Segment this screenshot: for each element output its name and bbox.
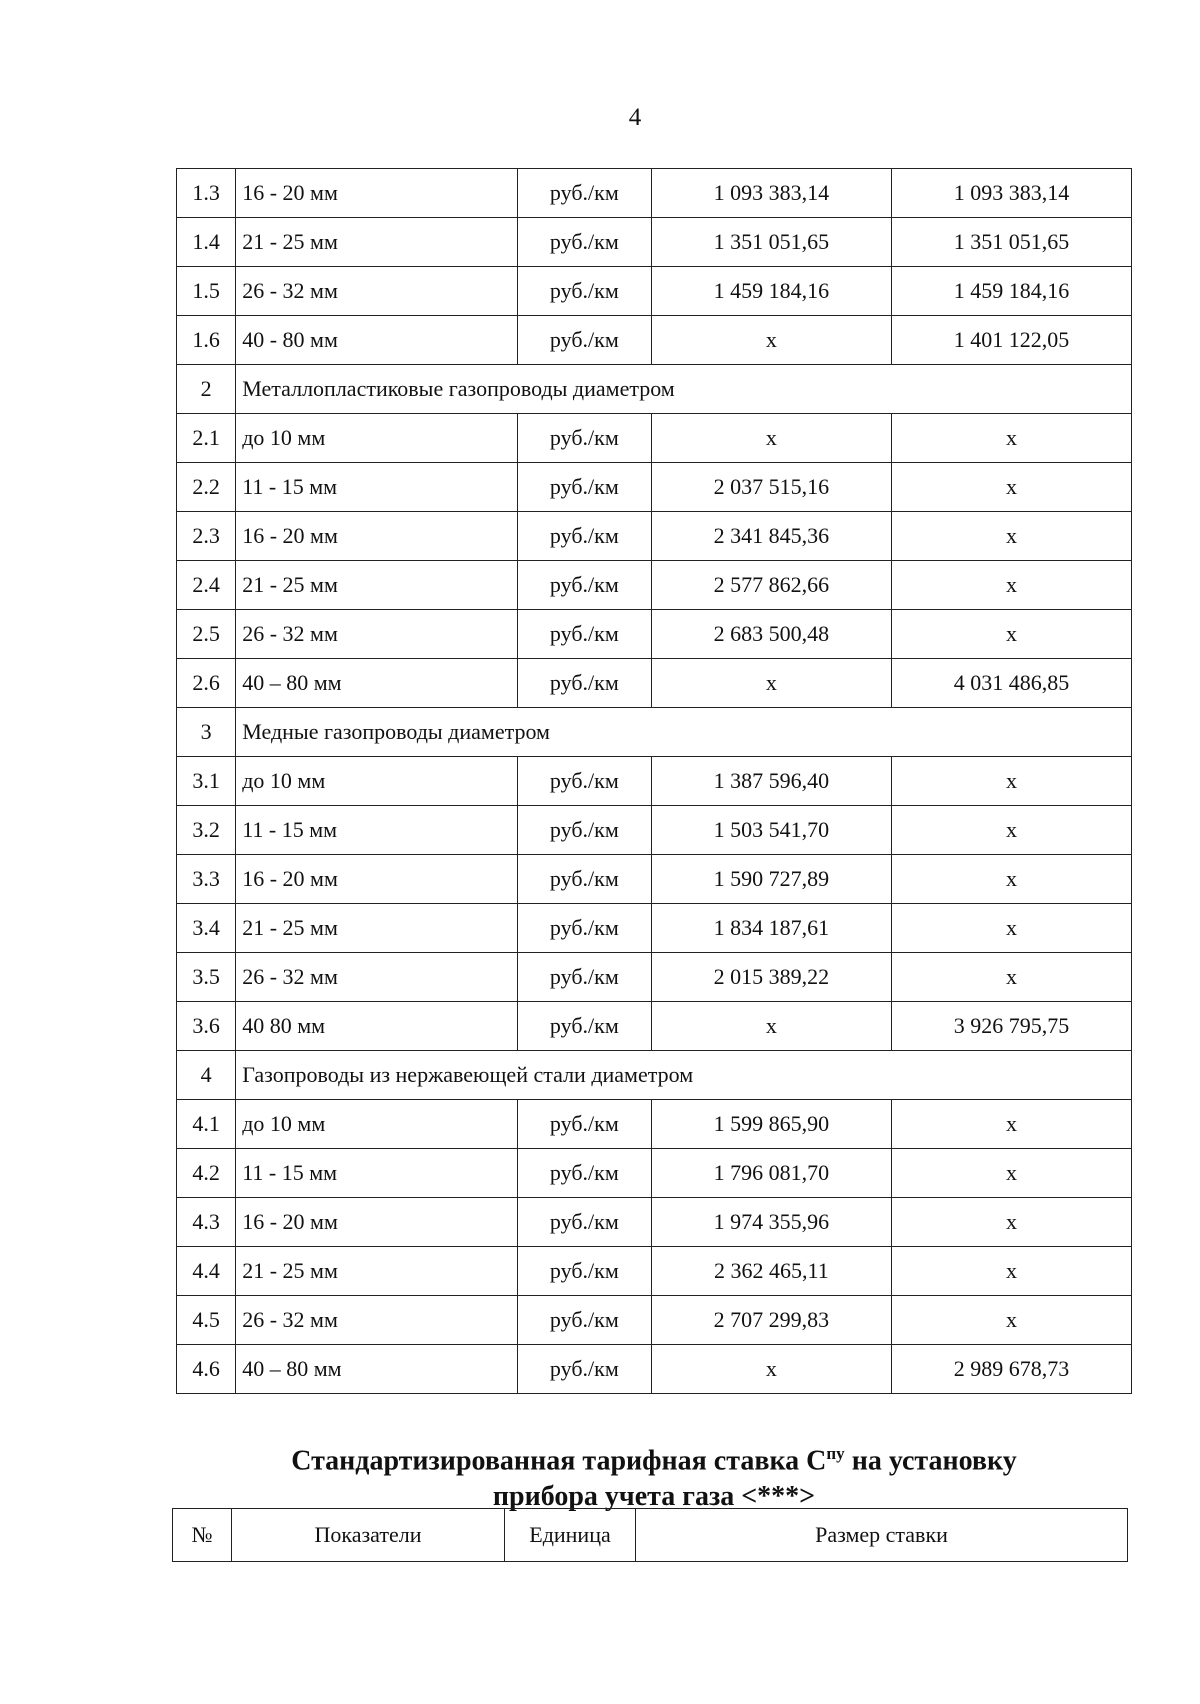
rate-value-2: 1 459 184,16 xyxy=(891,267,1131,316)
table-row xyxy=(177,1149,1132,1198)
table-row xyxy=(177,806,1132,855)
section-heading: Металлопластиковые газопроводы диаметром xyxy=(236,365,1132,414)
table-row xyxy=(177,218,1132,267)
table-row xyxy=(177,659,1132,708)
diameter-range: 11 - 15 мм xyxy=(236,1149,518,1198)
rate-value-1: 1 459 184,16 xyxy=(651,267,891,316)
diameter-range: 40 – 80 мм xyxy=(236,1345,518,1394)
rate-value-2: x xyxy=(891,904,1131,953)
table-row xyxy=(177,757,1132,806)
header-number: № xyxy=(173,1509,232,1562)
rate-value-2: 1 401 122,05 xyxy=(891,316,1131,365)
rate-value-1: 1 974 355,96 xyxy=(651,1198,891,1247)
rate-value-1: x xyxy=(651,659,891,708)
unit-cell: руб./км xyxy=(517,316,651,365)
table-row xyxy=(177,463,1132,512)
rate-value-2: x xyxy=(891,561,1131,610)
diameter-range: 40 - 80 мм xyxy=(236,316,518,365)
rate-value-1: 1 503 541,70 xyxy=(651,806,891,855)
unit-cell: руб./км xyxy=(517,1198,651,1247)
diameter-range: 26 - 32 мм xyxy=(236,953,518,1002)
unit-cell: руб./км xyxy=(517,1296,651,1345)
rate-value-2: x xyxy=(891,610,1131,659)
diameter-range: 40 – 80 мм xyxy=(236,659,518,708)
row-number: 2.4 xyxy=(177,561,236,610)
rate-value-2: x xyxy=(891,855,1131,904)
rate-value-2: 2 989 678,73 xyxy=(891,1345,1131,1394)
rate-value-1: 1 387 596,40 xyxy=(651,757,891,806)
rate-value-1: x xyxy=(651,316,891,365)
table-row xyxy=(177,610,1132,659)
unit-cell: руб./км xyxy=(517,169,651,218)
rate-value-1: 1 590 727,89 xyxy=(651,855,891,904)
rate-value-2: 1 351 051,65 xyxy=(891,218,1131,267)
diameter-range: 40 80 мм xyxy=(236,1002,518,1051)
unit-cell: руб./км xyxy=(517,267,651,316)
table-row xyxy=(177,512,1132,561)
header-indicators: Показатели xyxy=(232,1509,505,1562)
table-row xyxy=(177,1002,1132,1051)
diameter-range: 21 - 25 мм xyxy=(236,561,518,610)
diameter-range: 16 - 20 мм xyxy=(236,855,518,904)
row-number: 1.6 xyxy=(177,316,236,365)
row-number: 4.3 xyxy=(177,1198,236,1247)
rate-value-1: 2 683 500,48 xyxy=(651,610,891,659)
table-row xyxy=(177,953,1132,1002)
table-row xyxy=(177,267,1132,316)
rate-value-1: 1 834 187,61 xyxy=(651,904,891,953)
row-number: 3.6 xyxy=(177,1002,236,1051)
rate-value-1: 2 577 862,66 xyxy=(651,561,891,610)
unit-cell: руб./км xyxy=(517,659,651,708)
row-number: 2.1 xyxy=(177,414,236,463)
row-number: 4.6 xyxy=(177,1345,236,1394)
rate-value-2: x xyxy=(891,1296,1131,1345)
table-row xyxy=(177,1247,1132,1296)
diameter-range: 16 - 20 мм xyxy=(236,512,518,561)
row-number: 1.5 xyxy=(177,267,236,316)
section-title-superscript: пу xyxy=(826,1444,845,1463)
rate-value-1: 1 351 051,65 xyxy=(651,218,891,267)
rate-value-2: 3 926 795,75 xyxy=(891,1002,1131,1051)
unit-cell: руб./км xyxy=(517,1345,651,1394)
page-number: 4 xyxy=(628,104,642,131)
rate-value-2: x xyxy=(891,1198,1131,1247)
header-unit: Единица xyxy=(505,1509,636,1562)
row-number: 4 xyxy=(177,1051,236,1100)
rate-value-2: x xyxy=(891,463,1131,512)
rate-header-table xyxy=(172,1508,1128,1562)
table-row xyxy=(177,1100,1132,1149)
row-number: 4.2 xyxy=(177,1149,236,1198)
row-number: 4.5 xyxy=(177,1296,236,1345)
row-number: 2.5 xyxy=(177,610,236,659)
rate-value-1: x xyxy=(651,1345,891,1394)
header-row xyxy=(173,1509,1128,1562)
row-number: 2.6 xyxy=(177,659,236,708)
rate-value-2: x xyxy=(891,1247,1131,1296)
diameter-range: 16 - 20 мм xyxy=(236,1198,518,1247)
unit-cell: руб./км xyxy=(517,1247,651,1296)
rate-value-2: x xyxy=(891,806,1131,855)
diameter-range: 11 - 15 мм xyxy=(236,806,518,855)
unit-cell: руб./км xyxy=(517,904,651,953)
section-title xyxy=(176,1436,1132,1515)
rate-value-2: x xyxy=(891,1100,1131,1149)
unit-cell: руб./км xyxy=(517,757,651,806)
table-row xyxy=(177,1345,1132,1394)
rate-value-1: 1 093 383,14 xyxy=(651,169,891,218)
diameter-range: 11 - 15 мм xyxy=(236,463,518,512)
diameter-range: 26 - 32 мм xyxy=(236,267,518,316)
rate-value-2: x xyxy=(891,1149,1131,1198)
row-number: 2 xyxy=(177,365,236,414)
table-row xyxy=(177,561,1132,610)
row-number: 3.4 xyxy=(177,904,236,953)
unit-cell: руб./км xyxy=(517,610,651,659)
rate-value-2: 1 093 383,14 xyxy=(891,169,1131,218)
rates-table-body xyxy=(177,169,1132,1394)
rates-table xyxy=(176,168,1132,1394)
rate-value-2: 4 031 486,85 xyxy=(891,659,1131,708)
table-row xyxy=(177,1296,1132,1345)
unit-cell: руб./км xyxy=(517,218,651,267)
section-row xyxy=(177,708,1132,757)
row-number: 3.3 xyxy=(177,855,236,904)
row-number: 2.3 xyxy=(177,512,236,561)
table-row xyxy=(177,855,1132,904)
rate-value-2: x xyxy=(891,757,1131,806)
row-number: 4.4 xyxy=(177,1247,236,1296)
row-number: 1.3 xyxy=(177,169,236,218)
rate-value-2: x xyxy=(891,414,1131,463)
row-number: 3.5 xyxy=(177,953,236,1002)
row-number: 3.2 xyxy=(177,806,236,855)
diameter-range: 16 - 20 мм xyxy=(236,169,518,218)
table-row xyxy=(177,316,1132,365)
rate-value-1: 2 362 465,11 xyxy=(651,1247,891,1296)
section-heading: Газопроводы из нержавеющей стали диаметром xyxy=(236,1051,1132,1100)
rate-value-2: x xyxy=(891,512,1131,561)
unit-cell: руб./км xyxy=(517,561,651,610)
row-number: 4.1 xyxy=(177,1100,236,1149)
rate-value-1: 2 707 299,83 xyxy=(651,1296,891,1345)
unit-cell: руб./км xyxy=(517,1149,651,1198)
diameter-range: до 10 мм xyxy=(236,1100,518,1149)
unit-cell: руб./км xyxy=(517,463,651,512)
rate-value-2: x xyxy=(891,953,1131,1002)
table-row xyxy=(177,414,1132,463)
rate-value-1: x xyxy=(651,414,891,463)
section-title-line2: прибора учета газа <***> xyxy=(492,1481,816,1513)
unit-cell: руб./км xyxy=(517,1100,651,1149)
row-number: 3 xyxy=(177,708,236,757)
rate-value-1: x xyxy=(651,1002,891,1051)
diameter-range: 21 - 25 мм xyxy=(236,904,518,953)
section-row xyxy=(177,1051,1132,1100)
diameter-range: 26 - 32 мм xyxy=(236,610,518,659)
table-row xyxy=(177,904,1132,953)
unit-cell: руб./км xyxy=(517,806,651,855)
unit-cell: руб./км xyxy=(517,855,651,904)
unit-cell: руб./км xyxy=(517,953,651,1002)
section-title-part1: Стандартизированная тарифная ставка С xyxy=(291,1445,827,1477)
row-number: 2.2 xyxy=(177,463,236,512)
table-row xyxy=(177,1198,1132,1247)
diameter-range: 21 - 25 мм xyxy=(236,218,518,267)
unit-cell: руб./км xyxy=(517,1002,651,1051)
row-number: 3.1 xyxy=(177,757,236,806)
rate-value-1: 2 341 845,36 xyxy=(651,512,891,561)
unit-cell: руб./км xyxy=(517,414,651,463)
rate-value-1: 1 796 081,70 xyxy=(651,1149,891,1198)
header-rate-size: Размер ставки xyxy=(636,1509,1128,1562)
diameter-range: до 10 мм xyxy=(236,414,518,463)
diameter-range: 26 - 32 мм xyxy=(236,1296,518,1345)
diameter-range: до 10 мм xyxy=(236,757,518,806)
rate-value-1: 1 599 865,90 xyxy=(651,1100,891,1149)
diameter-range: 21 - 25 мм xyxy=(236,1247,518,1296)
rate-value-1: 2 037 515,16 xyxy=(651,463,891,512)
unit-cell: руб./км xyxy=(517,512,651,561)
section-heading: Медные газопроводы диаметром xyxy=(236,708,1132,757)
table-row xyxy=(177,169,1132,218)
rate-value-1: 2 015 389,22 xyxy=(651,953,891,1002)
row-number: 1.4 xyxy=(177,218,236,267)
section-title-part2: на установку xyxy=(844,1445,1017,1477)
section-row xyxy=(177,365,1132,414)
